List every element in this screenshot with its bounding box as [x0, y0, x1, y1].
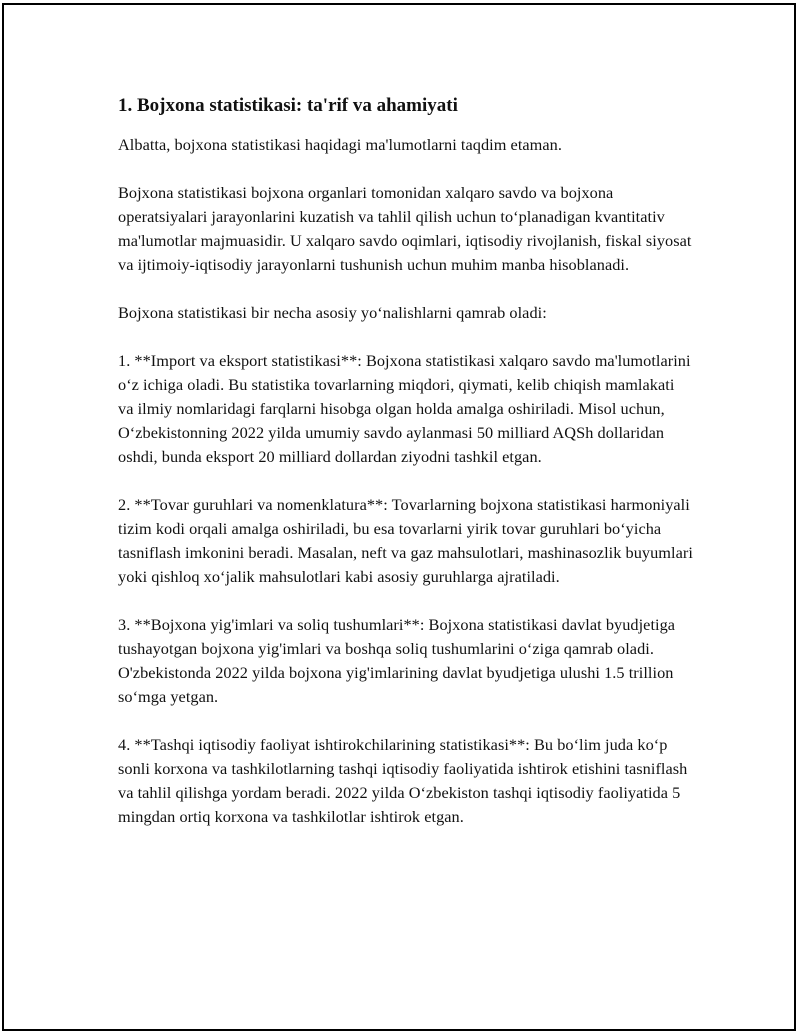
definition-paragraph: Bojxona statistikasi bojxona organlari tomonidan xalqaro savdo va bojxona operatsiyalari jarayonlarini kuzatish va tahlil qilish uchun to‘planadigan kvantitativ ma'lumotlar majmuasidir. U xalqaro savdo oqimlari, iqtisodiy rivojlanish, fiskal siyosat va ijtimoiy-iqtisodiy jarayonlarni tushunish uchun muhim manba hisoblanadi.	[118, 183, 692, 274]
intro-paragraph: Albatta, bojxona statistikasi haqidagi ma'lumotlarni taqdim etaman.	[118, 135, 562, 154]
list-item-nomenclature: 2. **Tovar guruhlari va nomenklatura**: Tovarlarning bojxona statistikasi harmoniyali tizim kodi orqali amalga oshiriladi, bu esa tovarlarni yirik tovar guruhlari bo‘yicha tasniflash imkonini beradi. Masalan, neft va gaz mahsulotlari, mashinasozlik buyumlari yoki qishloq xo‘jalik mahsulotlari kabi asosiy guruhlarga ajratiladi.	[118, 495, 693, 586]
list-item-import-export: 1. **Import va eksport statistikasi**: Bojxona statistikasi xalqaro savdo ma'lumotlarini o‘z ichiga oladi. Bu statistika tovarlarning miqdori, qiymati, kelib chiqish mamlakati va ilmiy nomlaridagi farqlarni hisobga olgan holda amalga oshiriladi. Misol uchun, O‘zbekistonning 2022 yilda umumiy savdo aylanmasi 50 milliard AQSh dollaridan oshdi, bunda eksport 20 milliard dollardan ziyodni tashkil etgan.	[118, 351, 691, 466]
document-title: 1. Bojxona statistikasi: ta'rif va ahamiyati	[118, 95, 458, 116]
list-item-customs-duties: 3. **Bojxona yig'imlari va soliq tushumlari**: Bojxona statistikasi davlat byudjetiga tushayotgan bojxona yig'imlari va boshqa soliq tushumlarini o‘ziga qamrab oladi. O'zbekistonda 2022 yilda bojxona yig'imlarining davlat byudjetiga ulushi 1.5 trillion so‘mga yetgan.	[118, 615, 676, 706]
directions-paragraph: Bojxona statistikasi bir necha asosiy yo‘nalishlarni qamrab oladi:	[118, 303, 547, 322]
list-item-participants: 4. **Tashqi iqtisodiy faoliyat ishtirokchilarining statistikasi**: Bu bo‘lim juda ko‘p sonli korxona va tashkilotlarning tashqi iqtisodiy faoliyatida ishtirok etishini tasniflash va tahlil qilishga yordam beradi. 2022 yilda O‘zbekiston tashqi iqtisodiy faoliyatida 5 mingdan ortiq korxona va tashkilotlar ishtirok etgan.	[118, 735, 688, 826]
document-body	[118, 93, 693, 853]
